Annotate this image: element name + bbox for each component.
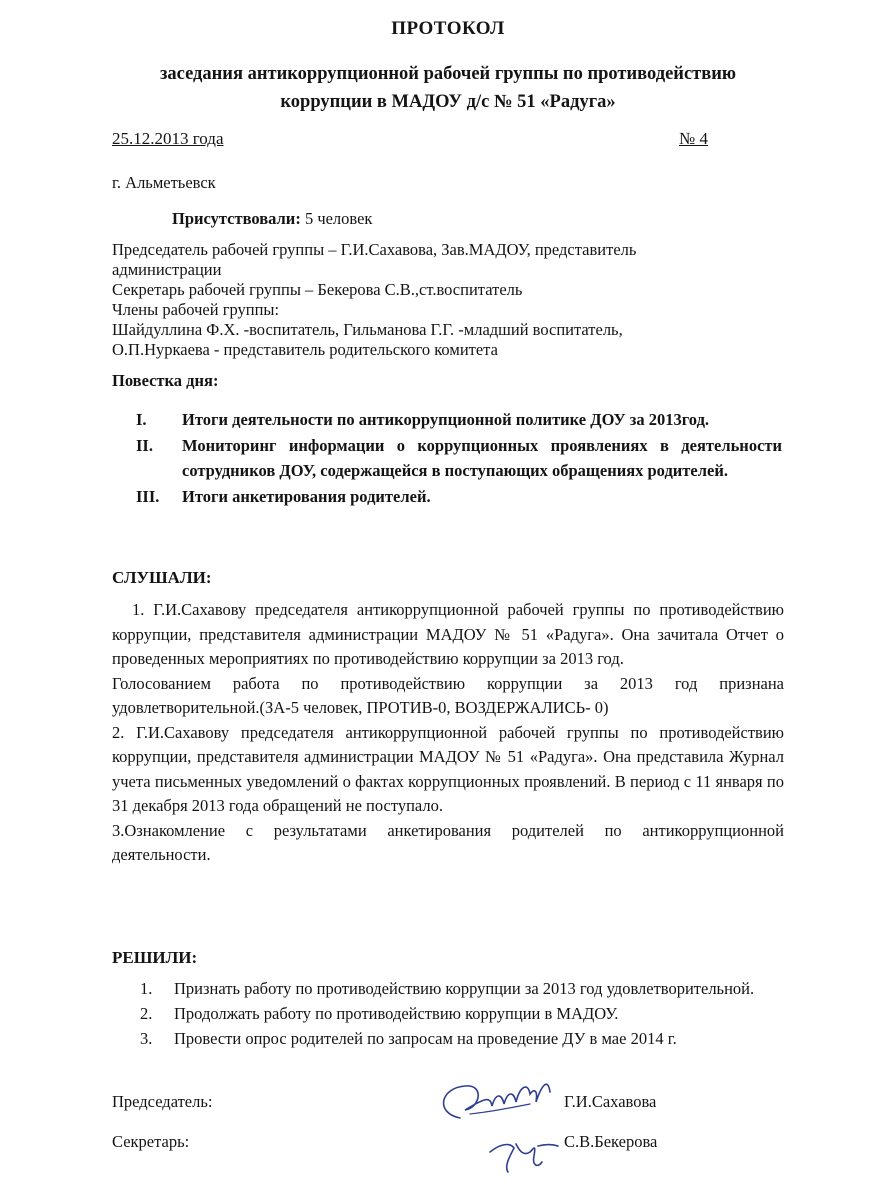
members-line: Председатель рабочей группы – Г.И.Сахавова, Зав.МАДОУ, представитель <box>112 240 637 259</box>
decided-list <box>112 978 784 1053</box>
document-title: ПРОТОКОЛ <box>391 18 505 39</box>
agenda-list <box>112 407 784 510</box>
protocol-city: г. Альметьевск <box>112 173 216 192</box>
decision-text: Провести опрос родителей по запросам на проведение ДУ в мае 2014 г. <box>174 1029 677 1048</box>
decision-item <box>112 1003 784 1025</box>
chair-label: Председатель: <box>112 1092 213 1111</box>
attendance-label: Присутствовали: <box>172 209 301 228</box>
chair-signature-underline <box>470 1104 530 1114</box>
subtitle-line-1: заседания антикоррупционной рабочей группы по противодействию <box>159 64 737 84</box>
members-line: О.П.Нуркаева - представитель родительского комитета <box>112 340 498 359</box>
agenda-item-number: III. <box>136 487 160 506</box>
agenda-item-number: I. <box>136 410 147 429</box>
heard-section <box>112 598 784 868</box>
members-line: администрации <box>112 260 222 279</box>
protocol-number: № 4 <box>679 129 708 148</box>
members-line: Секретарь рабочей группы – Бекерова С.В.,ст.воспитатель <box>112 280 523 299</box>
decision-text: Признать работу по противодействию коррупции за 2013 год удовлетворительной. <box>174 979 755 998</box>
agenda-item-number: II. <box>136 436 153 455</box>
secretary-signature-image <box>480 1122 570 1177</box>
decision-number: 1. <box>140 979 153 998</box>
decision-item <box>112 1028 784 1050</box>
protocol-date: 25.12.2013 года <box>112 129 224 148</box>
agenda-item <box>112 433 784 483</box>
heard-paragraph: 1. Г.И.Сахавову председателя антикоррупционной рабочей группы по противодействию коррупции, представителя администрации МАДОУ № 51 «Радуга». Она зачитала Отчет о проведенных мероприятиях по противодействию коррупции за 2013 год. <box>112 600 784 668</box>
decision-text: Продолжать работу по противодействию коррупции в МАДОУ. <box>174 1004 619 1023</box>
agenda-item-text: Мониторинг информации о коррупционных проявлениях в деятельности сотрудников ДОУ, содержащейся в поступающих обращениях родителей. <box>182 436 782 480</box>
heard-paragraph: 3.Ознакомление с результатами анкетирования родителей по антикоррупционной деятельности. <box>112 820 784 864</box>
heard-paragraph: Голосованием работа по противодействию коррупции за 2013 год признана удовлетворительной.(ЗА-5 человек, ПРОТИВ-0, ВОЗДЕРЖАЛИСЬ- 0) <box>112 673 784 717</box>
decision-item <box>112 978 784 1000</box>
secretary-label: Секретарь: <box>112 1132 190 1151</box>
members-line: Члены рабочей группы: <box>112 300 280 319</box>
decided-heading: РЕШИЛИ: <box>112 948 198 967</box>
attendance-value: 5 человек <box>300 209 373 228</box>
agenda-item-text: Итоги анкетирования родителей. <box>182 487 431 506</box>
document-subtitle <box>112 60 784 116</box>
subtitle-line-2: коррупции в МАДОУ д/с № 51 «Радуга» <box>280 92 616 112</box>
heard-paragraph: 2. Г.И.Сахавову председателя антикоррупционной рабочей группы по противодействию коррупции, представителя администрации МАДОУ № 51 «Радуга». Она представила Журнал учета письменных уведомлений о фактах коррупционных проявлений. В период с 11 января по 31 декабря 2013 года обращений не поступало. <box>112 722 784 815</box>
agenda-heading: Повестка дня: <box>112 371 219 390</box>
decision-number: 2. <box>140 1004 153 1023</box>
chair-signature-stroke <box>444 1084 550 1118</box>
attendance <box>172 207 372 231</box>
agenda-item <box>112 407 784 432</box>
members-block <box>112 240 784 360</box>
chair-name: Г.И.Сахавова <box>564 1092 657 1111</box>
agenda-item-text: Итоги деятельности по антикоррупционной политике ДОУ за 2013год. <box>182 410 710 429</box>
agenda-item <box>112 484 784 509</box>
secretary-name: С.В.Бекерова <box>564 1132 658 1151</box>
decision-number: 3. <box>140 1029 153 1048</box>
members-line: Шайдуллина Ф.Х. -воспитатель, Гильманова Г.Г. -младший воспитатель, <box>112 320 623 339</box>
chair-signature-image <box>430 1068 560 1128</box>
secretary-signature-stroke <box>490 1144 558 1172</box>
heard-heading: СЛУШАЛИ: <box>112 568 212 587</box>
